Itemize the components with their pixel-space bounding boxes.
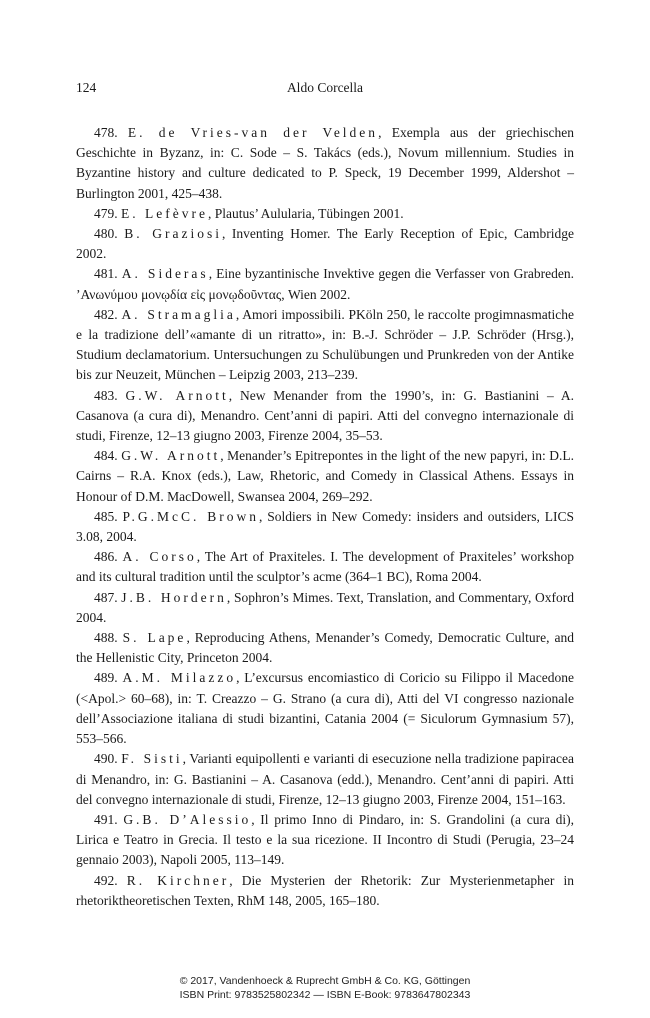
- entry-author: E. de Vries-van der Velden: [127, 125, 379, 140]
- running-head: Aldo Corcella: [286, 80, 364, 95]
- entry-number: 481.: [94, 266, 118, 282]
- entry-author: A. Stramaglia: [121, 306, 236, 322]
- entry-text: , Soldiers in New Comedy: insiders and outsiders, LICS 3.08, 2004.: [76, 508, 574, 545]
- entry-author: A.M. Milazzo: [122, 670, 237, 686]
- entry-author: B. Graziosi: [124, 226, 222, 242]
- entry-number: 492.: [94, 872, 118, 888]
- entry-number: 480.: [94, 226, 118, 242]
- entry-author: G.W. Arnott: [121, 448, 221, 464]
- bibliography-entry: [76, 871, 574, 911]
- entry-number: 483.: [94, 387, 118, 403]
- entry-text: , Varianti equipollenti e varianti di esecuzione nella tradizione papiracea di Menandro, in: G. Bastianini – A. Casanova (edd.), Menandro. Cent’anni di papiri. Atti del convegno internazionale di studi, Firenze, 12–13 giugno 2003, Firenze 2004, 151–163.: [76, 751, 574, 807]
- entry-text: , L’excursus encomiastico di Coricio su Filippo il Macedone (<Apol.> 60–68), in: T. Creazzo – G. Strano (a cura di), Atti del VI congresso nazionale dell’Associazione italiana di studi bizantini, Catania 2004 (= Siculorum Gymnasium 57), 553–566.: [76, 670, 574, 747]
- copyright-line: © 2017, Vandenhoeck & Ruprecht GmbH & Co. KG, Göttingen: [179, 975, 471, 987]
- bibliography-entry: [76, 123, 574, 204]
- entry-number: 489.: [94, 670, 118, 686]
- entry-number: 479.: [94, 205, 118, 221]
- entry-number: 491.: [94, 811, 118, 827]
- entry-number: 478.: [94, 125, 118, 140]
- entry-author: J.B. Hordern: [121, 589, 227, 605]
- entry-author: E. Lefèvre: [121, 205, 208, 221]
- entry-text: , Reproducing Athens, Menander’s Comedy, Democratic Culture, and the Hellenistic City, Princeton 2004.: [76, 630, 574, 666]
- bibliography-entry: [76, 386, 574, 447]
- entry-author: A. Sideras: [121, 266, 209, 282]
- entry-author: P.G.McC. Brown: [122, 508, 260, 524]
- entry-text: , The Art of Praxiteles. I. The development of Praxiteles’ workshop and its cultural tradition until the sculptor’s acme (364–1 BC), Roma 2004.: [76, 549, 575, 585]
- bibliography-entry: [76, 628, 574, 668]
- bibliography-entry: [76, 507, 574, 547]
- entry-number: 485.: [94, 508, 118, 524]
- entry-text: , Die Mysterien der Rhetorik: Zur Mysterienmetapher in rhetoriktheoretischen Texten, RhM 148, 2005, 165–180.: [76, 872, 575, 908]
- entry-text: , Amori impossibili. PKöln 250, le raccolte progimnasmatiche e la tradizione dell’«amante di un ritratto», in: B.-J. Schröder – J.P. Schröder (Hrsg.), Studium declamatorium. Untersuchungen zu Schulübungen und Prunkreden von der Antike bis zur Neuzeit, München – Leipzig 2003, 213–239.: [76, 306, 575, 383]
- entry-number: 484.: [94, 448, 118, 464]
- bibliography-list: [76, 123, 574, 911]
- entry-number: 488.: [94, 630, 118, 646]
- copyright-footer: [0, 975, 650, 1002]
- entry-text: , Sophron’s Mimes. Text, Translation, and Commentary, Oxford 2004.: [76, 589, 574, 625]
- entry-author: G.B. D’Alessio: [123, 811, 252, 827]
- entry-text: , Inventing Homer. The Early Reception of Epic, Cambridge 2002.: [76, 226, 575, 262]
- entry-number: 482.: [94, 306, 118, 322]
- page-header: [76, 80, 574, 100]
- bibliography-entry: [76, 547, 574, 587]
- entry-number: 487.: [94, 589, 118, 605]
- bibliography-entry: [76, 224, 574, 264]
- entry-text: , Exempla aus der griechischen Geschichte in Byzanz, in: C. Sode – S. Takács (eds.), Novum millennium. Studies in Byzantine history and culture dedicated to P. Speck, 19 December 1999, Aldershot – Burlington 2001, 425–438.: [76, 125, 574, 201]
- entry-author: A. Corso: [122, 549, 197, 565]
- bibliography-entry: [76, 446, 574, 507]
- page-number: 124: [76, 80, 97, 95]
- entry-text: , Eine byzantinische Invektive gegen die Verfasser von Grabreden. ’Ανωνύμου μονῳδία εἰς μονῳδοῦντας, Wien 2002.: [76, 266, 575, 302]
- entry-number: 486.: [94, 549, 118, 565]
- bibliography-entry: [76, 305, 574, 386]
- entry-author: G.W. Arnott: [125, 387, 229, 403]
- bibliography-entry: [76, 668, 574, 749]
- bibliography-entry: [76, 264, 574, 304]
- bibliography-entry: [76, 588, 574, 628]
- entry-author: S. Lape: [122, 630, 187, 646]
- bibliography-entry: [76, 749, 574, 810]
- bibliography-entry: [76, 204, 574, 224]
- entry-author: R. Kirchner: [126, 872, 230, 888]
- entry-text: , Il primo Inno di Pindaro, in: S. Grandolini (a cura di), Lirica e Teatro in Grecia. Il testo e la sua ricezione. II Incontro di Studi (Perugia, 23–24 gennaio 2003), Napoli 2005, 113–149.: [76, 811, 574, 868]
- entry-text: , New Menander from the 1990’s, in: G. Bastianini – A. Casanova (a cura di), Menandro. Cent’anni di papiri. Atti del convegno internazionale di studi, Firenze, 12–13 giugno 2003, Firenze 2004, 35–53.: [76, 387, 574, 444]
- entry-author: F. Sisti: [121, 751, 183, 767]
- entry-text: , Plautus’ Aulularia, Tübingen 2001.: [207, 205, 404, 221]
- entry-number: 490.: [94, 751, 118, 767]
- isbn-line: ISBN Print: 9783525802342 — ISBN E-Book: 9783647802343: [179, 988, 471, 1001]
- entry-text: , Menander’s Epitrepontes in the light of the new papyri, in: D.L. Cairns – R.A. Knox (eds.), Law, Rhetoric, and Comedy in Classical Athens. Essays in Honour of D.M. MacDowell, Swansea 2004, 269–292.: [76, 448, 574, 504]
- bibliography-entry: [76, 810, 574, 871]
